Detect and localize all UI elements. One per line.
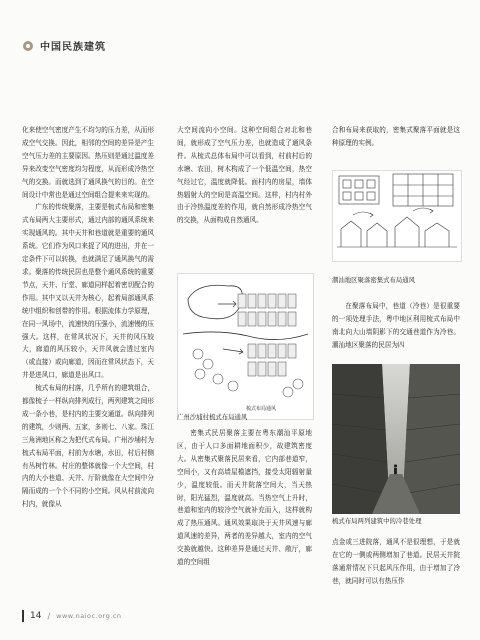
paragraph: 密集式民居聚落主要在粤东潮汕平原地区，由于人口多面耕地面积少，故建筑密度大。从密集式聚落民居来看，它内部巷道窄，空间小，又有高墙屋檐遮挡，接受太阳辐射量少，温度较低。而天井院落空间大，当天热时，阳光猛烈，温度就高。当热空气上升时，巷道和室内的较冷空气就补充而入，这样就构成了热压通风。通风效果取决于天井风速与廊道风速的差异，两者的差异越大，室内的空气交换就越快。这种差异是通过天井、敞厅，廊道的空间组 [177,429,312,567]
logo-icon [22,40,34,52]
paragraph: 在聚落布局中，巷道（冷巷）是很重要的一项处理手法，粤中地区利用梳式布局中南北向大山墙阴影下的交通巷道作为冷巷。潮汕地区聚落的民居为四 [332,302,460,349]
text-column-2 [177,124,312,227]
text-column-3-lower [332,536,460,588]
text-column-3 [332,124,460,150]
chaoshan-diagram-figure [332,170,462,262]
alley-caption: 梳式布局两列建筑中的冷巷处理 [332,517,422,525]
village-plan-drawing [178,274,313,419]
paragraph: 梳式布局的村落，几乎所有的建筑组合，都像梳子一样纵向排列成行，两列建筑之间形成一条小巷，是村内的主要交通道。纵向排列的建筑，少则两、五家，多则七、八家。珠江三角洲地区称之为把代式布局。广州沙埔村为梳式布局平面，村前为水塘，水田，村后村侧有丛树竹林。村庄的整体就像一个大空间，村内的大小巷道、天井、厅阶就像在大空间中分隔而成的一个个不同的小空间。风从村前流向村内，就像从 [22,384,154,509]
village-plan-caption: 广州沙埔村梳式布局通风 [177,413,248,421]
chaoshan-diagram-drawing [333,171,461,261]
figure-legend: 梳式布局通风 [246,406,277,412]
footer-slash: / [47,611,51,621]
alley-photo-image [332,364,460,514]
paragraph: 点金或三进院落，通风不是很理想，于是就在它的一侧或两侧增加了巷道。民居天井院落通常情况下只起风压作用，由于增加了冷巷，就同时可以有热压作 [332,538,460,585]
paragraph: 合和布局来获取的，密集式聚落平面就是这种原理的实例。 [332,126,460,147]
text-column-3-middle [332,300,460,352]
paragraph: 广东的传统聚落，主要是梳式布局和密集式布局两大主要形式，通过内部的通风系统来实现通风的。其中天井和巷道就是重要的通风系统。它们作为风口来捉了风的进出，并在一定条件下可以转换，也就满足了通风换气的需求。聚落的传统民居也是整个通风系统的重要节点，天井、厅堂、廊道同样起着密切配合的作用。其中又以天井为核心，起着局部通风系统中组织和创带的作用。根据流体力学原理，在同一风场中，流速快的压强小，流速慢的压强大。这样，在常风状况下，天井的风压较大，廊道的风压较小，天井风就会透过室内（或直接）或向廊道，因而在常风状态下，天井是进风口，廊道是出风口。 [22,203,154,380]
alley-photo [332,364,460,514]
paragraph: 化来使空气密度产生不均匀的压力差，从而形成空气交换。因此，相邻的空间的差异是产生空气压力差的主要原因。热压则是通过温度差异来改变空气密度均匀程度，从而形成冷热空气的交换。而就选到了通风换气的目的。在空间设计中常也是通过空间组合提来来实现的。 [22,126,154,199]
village-plan-figure [177,273,314,420]
text-column-2-lower [177,427,312,569]
text-column-1 [22,124,154,511]
page-footer [22,610,122,622]
footer-divider [22,610,24,622]
magazine-title: 中国民族建筑 [40,42,106,53]
page-number: 14 [30,611,42,621]
chaoshan-caption: 潮汕地区聚落密集式布局通风 [332,276,416,284]
website-url: www.naioc.org.cn [56,612,122,620]
paragraph: 大空间流向小空间。这种空间组合对北和巷间，就形成了空气压力差，也就造成了通风条件。从梳式总体布局中可以看到，村前村后的水塘、农田，树木构成了一个低温空间，热空气经过它，温度就降低。面村内的房屋，墙体热辐射大的空间是高温空间。这样，村内村外由于冷热温度差的作用，就自然形成冷热空气的交换，从面构成自然通风。 [177,126,312,225]
magazine-header [22,38,106,53]
